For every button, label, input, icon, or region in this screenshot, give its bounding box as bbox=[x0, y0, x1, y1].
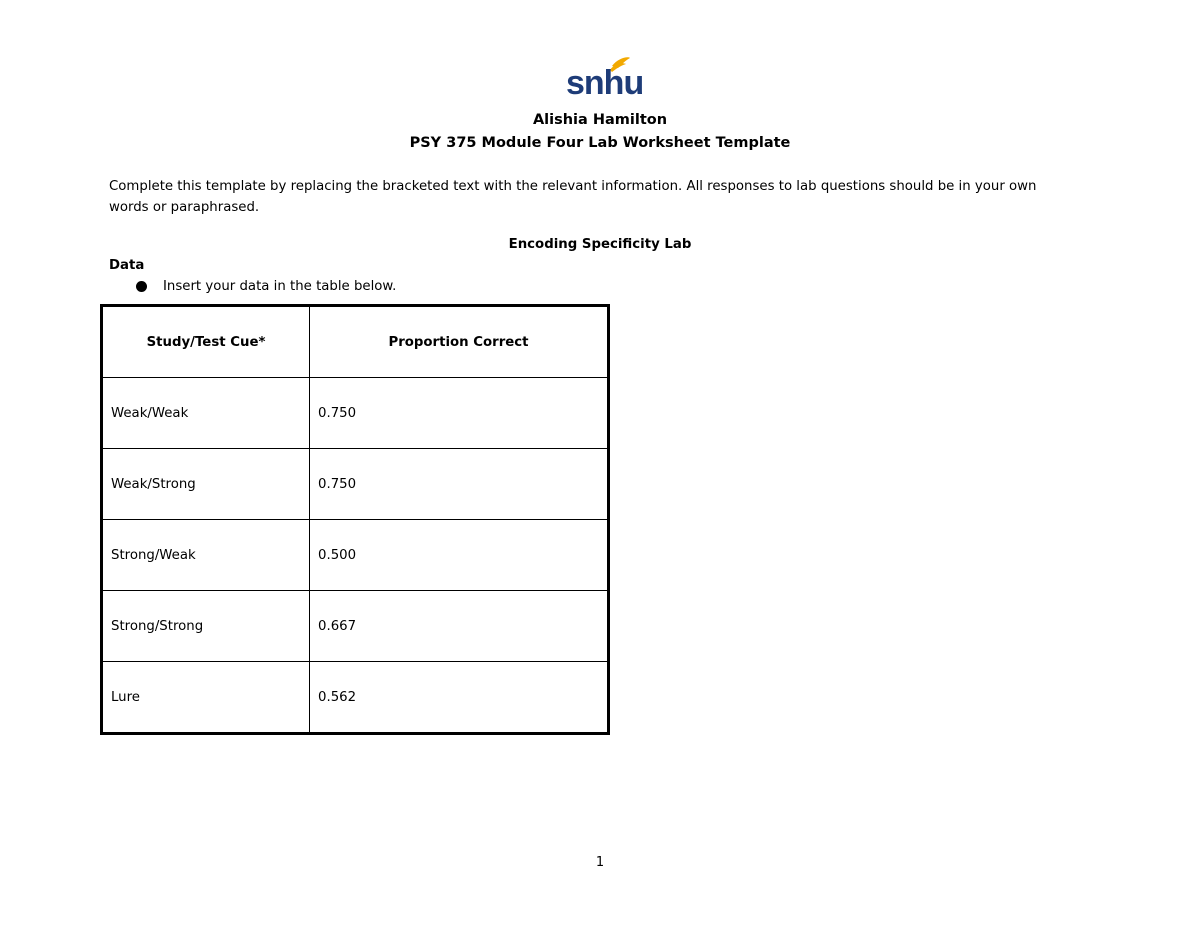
instructions-paragraph: Complete this template by replacing the bracketed text with the relevant information. All responses to lab questions should be in your own words or paraphrased. bbox=[109, 179, 1037, 215]
bullet-item bbox=[136, 279, 396, 294]
column-header-study-test-cue: Study/Test Cue* bbox=[102, 306, 310, 378]
proportion-cell: 0.667 bbox=[310, 591, 609, 662]
cue-cell: Strong/Strong bbox=[102, 591, 310, 662]
table-row bbox=[102, 520, 609, 591]
document-title: PSY 375 Module Four Lab Worksheet Template bbox=[409, 135, 791, 151]
proportion-cell: 0.562 bbox=[310, 662, 609, 734]
table-row bbox=[102, 662, 609, 734]
proportion-cell: 0.750 bbox=[310, 449, 609, 520]
cue-cell: Weak/Strong bbox=[102, 449, 310, 520]
data-section-label: Data bbox=[109, 258, 145, 273]
cue-cell: Strong/Weak bbox=[102, 520, 310, 591]
data-table bbox=[100, 304, 610, 735]
column-header-proportion-correct: Proportion Correct bbox=[310, 306, 609, 378]
table-row bbox=[102, 449, 609, 520]
table-header-row bbox=[102, 306, 609, 378]
cue-cell: Lure bbox=[102, 662, 310, 734]
table-row bbox=[102, 591, 609, 662]
proportion-cell: 0.750 bbox=[310, 378, 609, 449]
bullet-text: Insert your data in the table below. bbox=[163, 279, 397, 294]
bullet-icon bbox=[136, 281, 147, 292]
author-name: Alishia Hamilton bbox=[532, 112, 668, 128]
logo-wordmark: snhu bbox=[566, 64, 644, 102]
proportion-cell: 0.500 bbox=[310, 520, 609, 591]
lab-title: Encoding Specificity Lab bbox=[508, 237, 692, 252]
table-row bbox=[102, 378, 609, 449]
page-number: 1 bbox=[595, 855, 605, 870]
cue-cell: Weak/Weak bbox=[102, 378, 310, 449]
